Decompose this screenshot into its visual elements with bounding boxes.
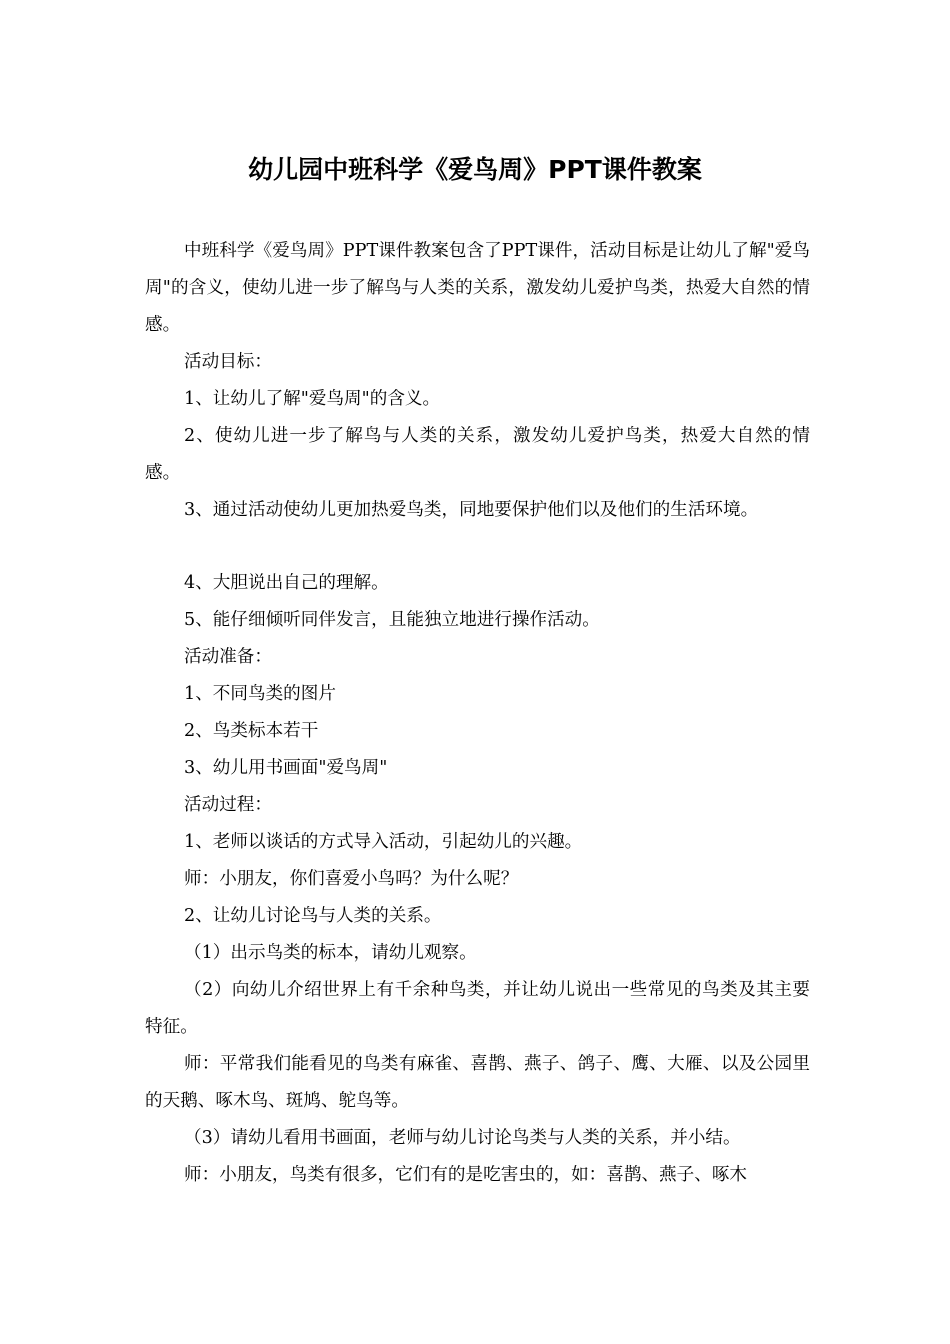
goal-item: 5、能仔细倾听同伴发言，且能独立地进行操作活动。 [184,610,600,630]
teacher-line: 师：小朋友，鸟类有很多，它们有的是吃害虫的，如：喜鹊、燕子、啄木 [184,1165,748,1185]
process-substep: （1）出示鸟类的标本，请幼儿观察。 [184,943,477,963]
intro-paragraph: 中班科学《爱鸟周》PPT课件教案包含了PPT课件，活动目标是让幼儿了解"爱鸟周"的含义，使幼儿进一步了解鸟与人类的关系，激发幼儿爱护鸟类，热爱大自然的情感。 [145,241,810,335]
document-body [145,233,810,1194]
process-step: 1、老师以谈话的方式导入活动，引起幼儿的兴趣。 [184,832,583,852]
document-title: 幼儿园中班科学《爱鸟周》PPT课件教案 [248,155,702,184]
process-step: 2、让幼儿讨论鸟与人类的关系。 [184,906,442,926]
section-heading-goals: 活动目标： [184,352,272,372]
preparation-item: 3、幼儿用书画面"爱鸟周" [184,758,388,778]
preparation-item: 2、鸟类标本若干 [184,721,319,741]
goal-item: 1、让幼儿了解"爱鸟周"的含义。 [184,389,441,409]
process-substep: （2）向幼儿介绍世界上有千余种鸟类，并让幼儿说出一些常见的鸟类及其主要特征。 [145,980,810,1037]
teacher-line: 师：小朋友，你们喜爱小鸟吗？为什么呢？ [184,869,519,889]
goal-item: 4、大胆说出自己的理解。 [184,573,389,593]
preparation-item: 1、不同鸟类的图片 [184,684,336,704]
paragraph-gap [145,529,810,565]
goal-item: 2、使幼儿进一步了解鸟与人类的关系，激发幼儿爱护鸟类，热爱大自然的情感。 [145,426,810,483]
goal-item: 3、通过活动使幼儿更加热爱鸟类，同地要保护他们以及他们的生活环境。 [184,500,759,520]
section-heading-preparation: 活动准备： [184,647,272,667]
section-heading-process: 活动过程： [184,795,272,815]
process-substep: （3）请幼儿看用书画面，老师与幼儿讨论鸟类与人类的关系，并小结。 [184,1128,741,1148]
teacher-line: 师：平常我们能看见的鸟类有麻雀、喜鹊、燕子、鸽子、鹰、大雁、以及公园里的天鹅、啄木鸟、斑鸠、鸵鸟等。 [145,1054,810,1111]
